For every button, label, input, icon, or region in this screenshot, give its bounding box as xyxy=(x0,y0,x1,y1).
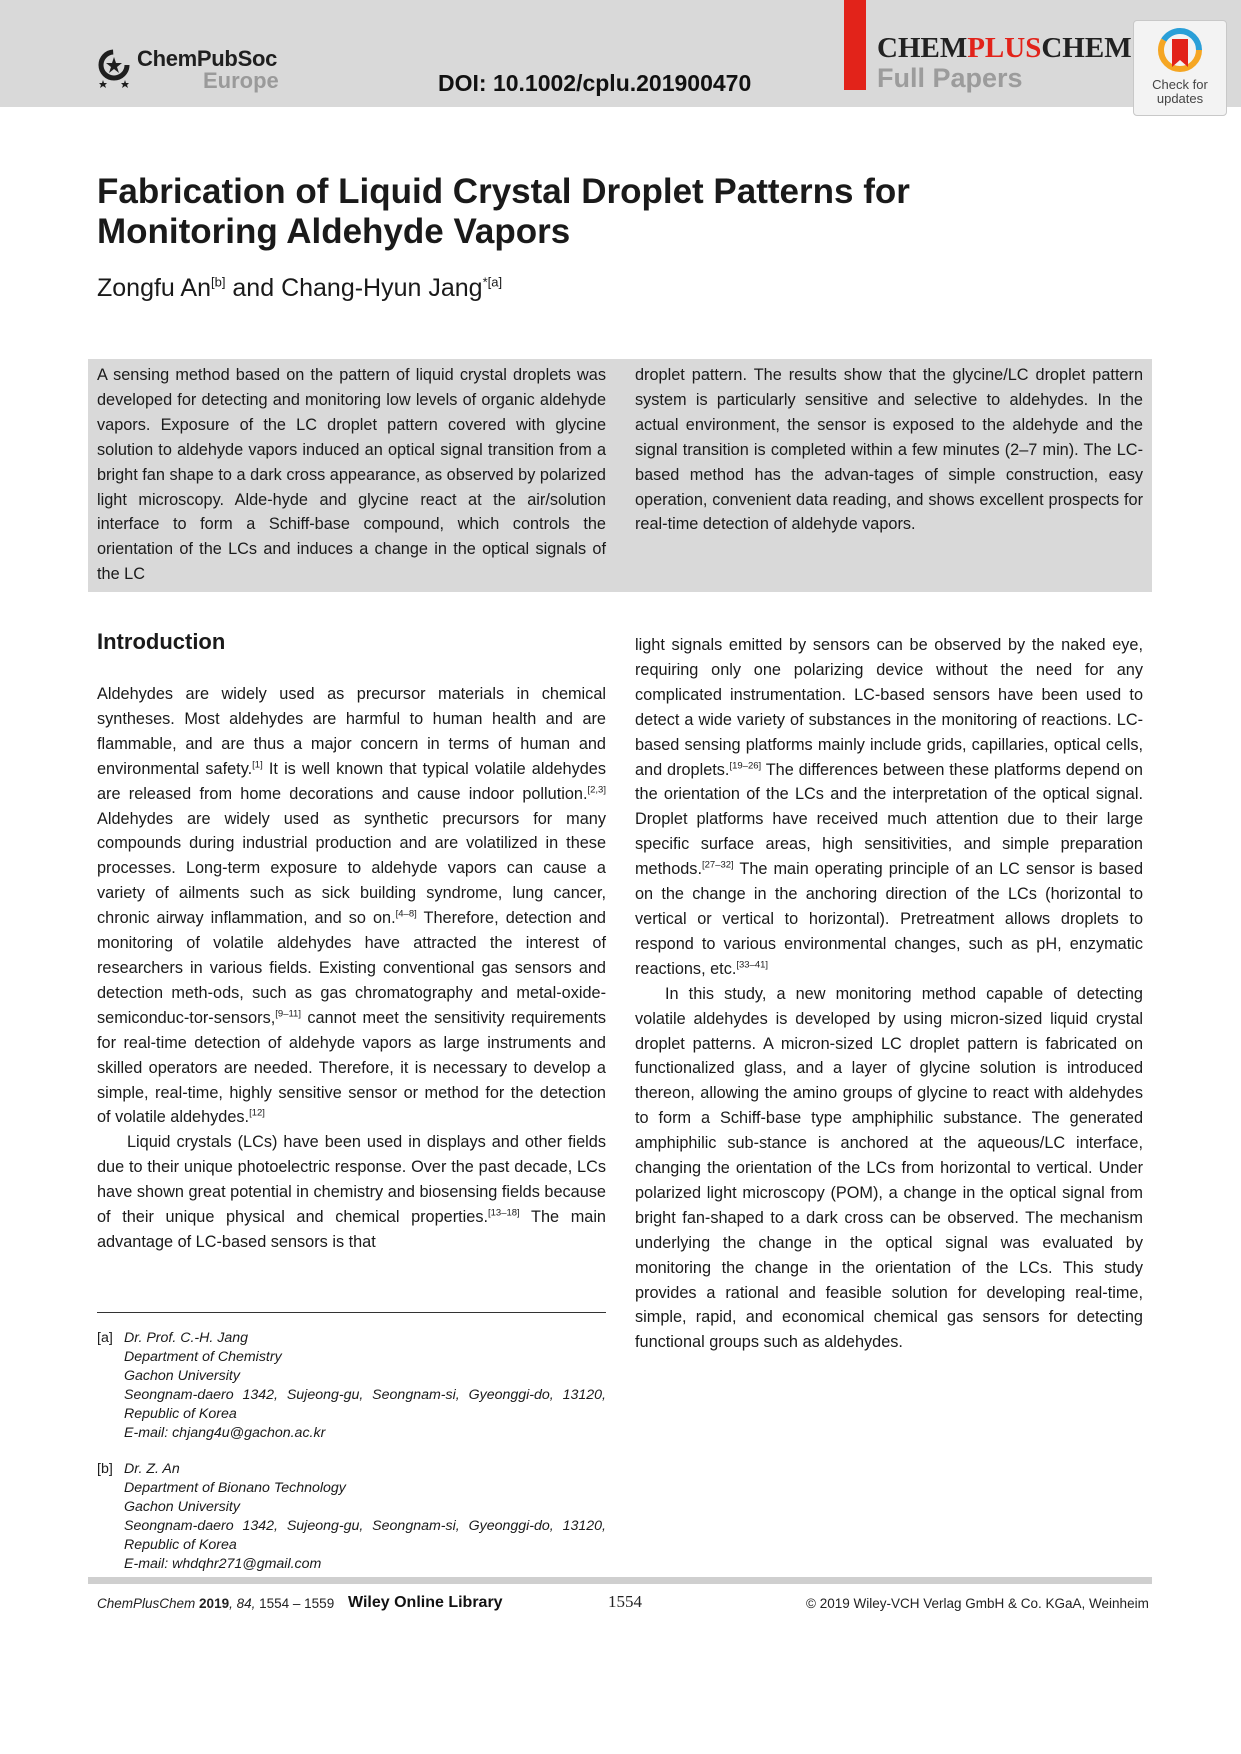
author-affiliation: *[a] xyxy=(482,274,503,290)
badge-label-line1: Check for xyxy=(1152,77,1208,92)
citation-ref[interactable]: [19–26] xyxy=(729,760,762,772)
affiliation-footnote xyxy=(97,1460,606,1573)
footnote-university: Gachon University xyxy=(124,1367,240,1384)
citation-ref[interactable]: [13–18] xyxy=(488,1207,520,1219)
body-left-column xyxy=(97,682,606,1255)
copyright-notice: © 2019 Wiley-VCH Verlag GmbH & Co. KGaA, Weinheim xyxy=(806,1596,1149,1611)
check-for-updates-badge[interactable] xyxy=(1133,20,1227,116)
paragraph xyxy=(97,1130,606,1255)
footnote-country: Republic of Korea xyxy=(124,1536,237,1553)
chempubsoc-star-icon xyxy=(97,48,131,88)
citation-ref[interactable]: [1] xyxy=(252,759,263,771)
citation-ref[interactable]: [4–8] xyxy=(395,908,417,920)
author-affiliation: [b] xyxy=(210,274,226,290)
text-run: Aldehydes are widely used as precursor materials in chemical syntheses. Most aldehydes are harmful to human health and are flammable, and are thus a major concern in terms of human and environmental safety. xyxy=(97,685,606,778)
footer-pages: 1554 – 1559 xyxy=(255,1596,335,1611)
citation-ref[interactable]: [33–41] xyxy=(736,959,769,971)
journal-name xyxy=(877,32,1135,65)
journal-name-part3: CHEM xyxy=(1041,32,1132,64)
author-list xyxy=(97,274,502,303)
citation-ref[interactable]: [27–32] xyxy=(701,859,734,871)
citation-ref[interactable]: [12] xyxy=(249,1107,265,1119)
abstract-right-column: droplet pattern. The results show that the glycine/LC droplet pattern system is particularly sensitive and selective to aldehydes. In the actual environment, the sensor is exposed to the aldehyde and the signal transition is completed within a few minutes (2–7 min). The LC-based method has the advan-tages of simple construction, easy operation, convenient data reading, and shows excellent prospects for real-time detection of aldehyde vapors. xyxy=(635,366,1143,534)
footer-journal: ChemPlusChem xyxy=(97,1596,200,1611)
text-run: The differences between these platforms depend on the orientation of the LCs and the interpretation of the optical signal. Droplet platforms have received much attention due to their large specific surface areas, high sensitivities, and simple preparation methods. xyxy=(635,760,1143,879)
footnote-divider xyxy=(97,1312,606,1313)
paragraph xyxy=(97,682,606,1130)
footnote-address: Seongnam-daero 1342, Sujeong-gu, Seongnam-si, Gyeonggi-do, 13120, xyxy=(124,1386,606,1403)
author-name[interactable]: Zongfu An xyxy=(97,274,211,302)
body-right-column xyxy=(635,633,1143,1355)
footer-volume: , 84, xyxy=(229,1596,256,1611)
text-run: Liquid crystals (LCs) have been used in displays and other fields due to their unique photoelectric response. Over the past decade, LCs have shown great potential in chemistry and biosensing fields because of their unique physical and chemical properties. xyxy=(97,1133,606,1227)
author-separator: and xyxy=(225,274,282,302)
footer-rule xyxy=(88,1577,1152,1584)
footer-citation xyxy=(97,1596,334,1611)
footnote-author: Dr. Z. An xyxy=(124,1461,180,1477)
footnote-email[interactable]: E-mail: chjang4u@gachon.ac.kr xyxy=(124,1424,326,1441)
check-for-updates-icon xyxy=(1157,27,1203,77)
footnote-label: [a] xyxy=(97,1330,113,1346)
footnote-label: [b] xyxy=(97,1461,113,1477)
publisher-logo[interactable] xyxy=(97,44,287,94)
article-section-type: Full Papers xyxy=(877,63,1023,93)
text-run: light signals emitted by sensors can be observed by the naked eye, requiring only one polarizing device without the need for any complicated instrumentation. LC-based sensors have been used to detect a wide variety of substances in the monitoring of reactions. LC-based sensing platforms mainly include grids, capillaries, optical cells, and droplets. xyxy=(635,636,1143,779)
citation-ref[interactable]: [2,3] xyxy=(587,784,606,796)
affiliation-footnote xyxy=(97,1329,606,1442)
citation-ref[interactable]: [9–11] xyxy=(275,1008,301,1020)
journal-accent-bar xyxy=(844,0,866,90)
footer-year: 2019 xyxy=(199,1596,230,1611)
publisher-region: Europe xyxy=(203,68,279,93)
journal-name-part2: PLUS xyxy=(967,32,1042,64)
journal-name-part1: CHEM xyxy=(877,32,968,64)
text-run: Aldehydes are widely used as synthetic precursors for many compounds during industrial production and are volatilized in these processes. Long-term exposure to aldehyde vapors can cause a variety of ailments such as sick building syndrome, lung cancer, chronic airway inflammation, and so on. xyxy=(97,809,606,928)
text-run: The main advantage of LC-based sensors is that xyxy=(97,1208,606,1251)
paragraph xyxy=(635,633,1143,982)
footnote-country: Republic of Korea xyxy=(124,1405,237,1422)
footnote-email[interactable]: E-mail: whdqhr271@gmail.com xyxy=(124,1555,322,1572)
badge-label xyxy=(1134,78,1226,106)
section-heading: Introduction xyxy=(97,629,226,654)
text-run: The main operating principle of an LC sensor is based on the change in the anchoring direction of the LCs (horizontal to vertical or vertical to horizontal). Pretreatment allows droplets to respond to various environmental changes, such as pH, enzymatic reactions, etc. xyxy=(635,860,1143,978)
page-number: 1554 xyxy=(608,1592,642,1611)
footnote-department: Department of Bionano Technology xyxy=(124,1479,346,1496)
paragraph: In this study, a new monitoring method capable of detecting volatile aldehydes is developed by using micron-sized liquid crystal droplet patterns. A micron-sized LC droplet pattern is fabricated on functionalized glass, and a layer of glycine solution is introduced thereon, allowing the amino groups of glycine to react with aldehydes to form a Schiff-base type amphiphilic substance. The generated amphiphilic sub-stance is anchored at the aqueous/LC interface, changing the orientation of the LCs from horizontal to vertical. Under polarized light microscopy (POM), a change in the optical signal from bright fan-shaped to a dark cross can be observed. The mechanism underlying the change in the optical signal was evaluated by monitoring the change in the orientation of the LCs. This study provides a rational and feasible solution for developing real-time, simple, rapid, and economical chemical gas sensors for detecting functional groups such as aldehydes. xyxy=(635,984,1143,1352)
badge-label-line2: updates xyxy=(1156,91,1204,106)
wiley-online-library-link[interactable]: Wiley Online Library xyxy=(348,1594,503,1611)
doi[interactable]: DOI: 10.1002/cplu.201900470 xyxy=(438,70,752,96)
text-run: It is well known that typical volatile aldehydes are released from home decorations and cause indoor pollution. xyxy=(97,759,606,803)
footnote-address: Seongnam-daero 1342, Sujeong-gu, Seongnam-si, Gyeonggi-do, 13120, xyxy=(124,1517,606,1534)
author-name[interactable]: Chang-Hyun Jang xyxy=(281,274,483,302)
text-run: Therefore, detection and monitoring of volatile aldehydes have attracted the interest of researchers in various fields. Existing conventional gas sensors and detection meth-ods, such as gas chromatography and metal-oxide-semiconduc-tor-sensors, xyxy=(97,909,606,1027)
text-run: cannot meet the sensitivity requirements for real-time detection of aldehyde vapors as large instruments and skilled operators are needed. Therefore, it is necessary to develop a simple, real-time, highly sensitive sensor or method for the detection of volatile aldehydes. xyxy=(97,1008,606,1127)
abstract-left-column: A sensing method based on the pattern of liquid crystal droplets was developed for detecting and monitoring low levels of organic aldehyde vapors. Exposure of the LC droplet pattern covered with glycine solution to aldehyde vapors induced an optical signal transition from a bright fan shape to a dark cross appearance, as observed by polarized light microscopy. Alde-hyde and glycine react at the air/solution interface to form a Schiff-base compound, which controls the orientation of the LCs and induces a change in the optical signals of the LC xyxy=(97,366,606,584)
footnote-department: Department of Chemistry xyxy=(124,1348,282,1365)
article-title: Fabrication of Liquid Crystal Droplet Patterns for Monitoring Aldehyde Vapors xyxy=(97,172,910,251)
footnote-university: Gachon University xyxy=(124,1498,240,1515)
footnote-author: Dr. Prof. C.-H. Jang xyxy=(124,1330,249,1346)
publisher-name: ChemPubSoc xyxy=(137,46,278,71)
